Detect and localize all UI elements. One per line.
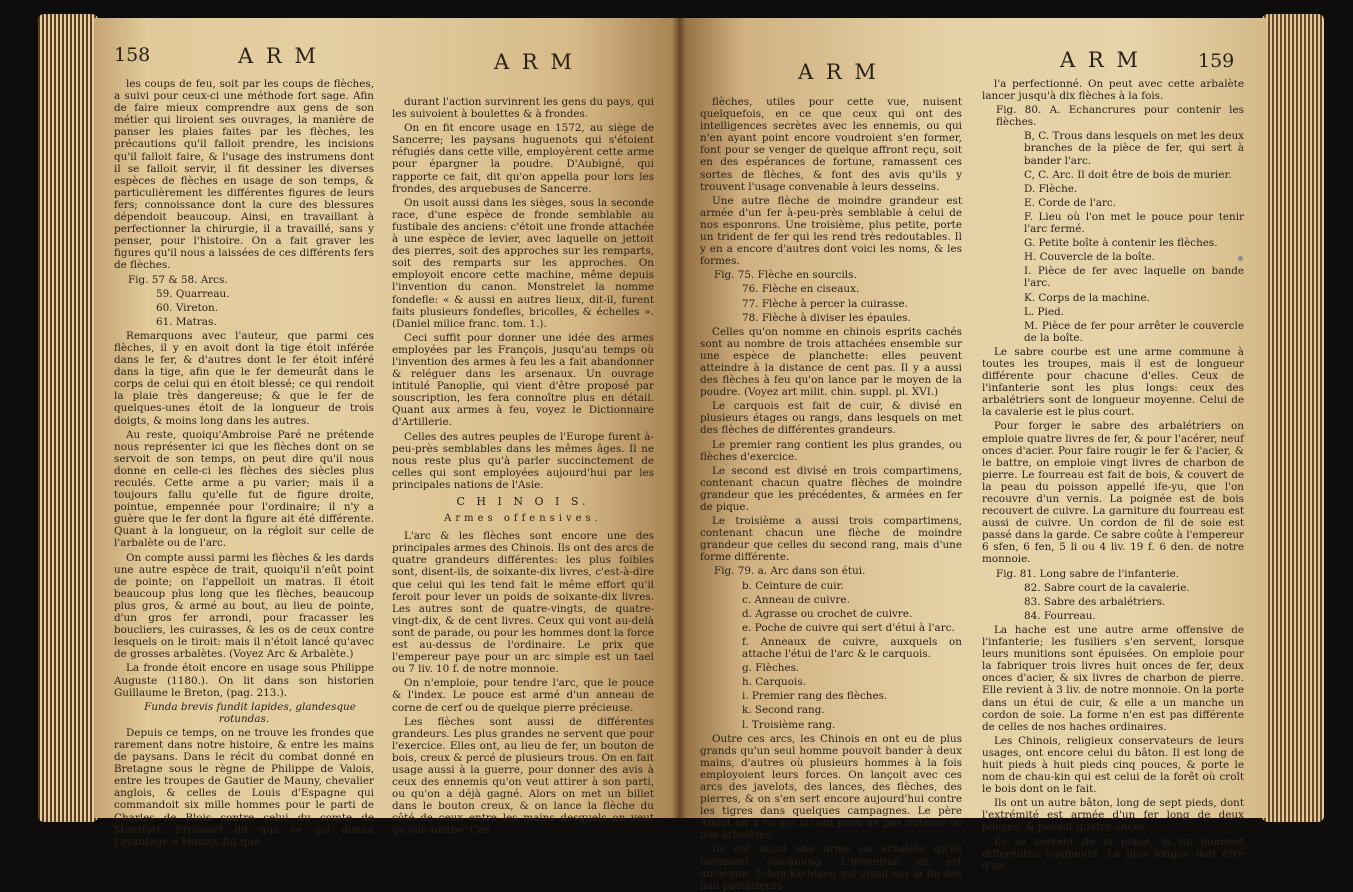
right-page-column-1 — [700, 96, 962, 892]
paragraph: Une autre flèche de moindre grandeur est armée d'un fer à-peu-près semblable à celui de nos esponrons. Une troisième, plus petite, porte un trident de fer qui les rend très redoutables. Il y en a encore d'autres dont voici les noms, & les formes. — [700, 194, 962, 268]
figure-caption: Fig. 79. a. Arc dans son étui. — [714, 565, 866, 578]
left-page-column-1 — [114, 78, 374, 848]
section-heading: C H I N O I S. — [456, 495, 590, 508]
figure-caption: 82. Sabre court de la cavalerie. — [1024, 581, 1190, 594]
paragraph: L'arc & les flèches sont encore une des principales armes des Chinois. Ils ont des arcs de quatre grandeurs différentes: les plus foibles sont, disent-ils, de soixante-dix livres, c'est-à-dire que celui qui les tend fait le même effort qu'il feroit pour lever un poids de soixante-dix livres. Les autres sont de quatre-vingts, de quatre-vingt-dix, & de cent livres. Ceux qui vont au-delà sont de parade, ou pour les hommes dont la force est au-dessus de l'ordinaire. Le prix que l'empereur paye pour un arc simple est un tael ou 7 liv. 10 f. de notre monnoie. — [392, 530, 654, 676]
paragraph: Celles qu'on nomme en chinois esprits cachés sont au nombre de trois attachées ensemble sur une espèce de planchette: elles peuvent atteindre à la distance de cent pas. Il y a aussi des flèches à feu qu'on lance par le moyen de la poudre. (Voyez art milit. chin. suppl. pl. XVI.) — [700, 325, 962, 399]
figure-caption: 76. Flèche en ciseaux. — [742, 283, 860, 296]
right-page-header-left: A R M — [798, 60, 879, 84]
figure-caption: b. Ceinture de cuir. — [742, 579, 844, 592]
paragraph: La fronde étoit encore en usage sous Philippe Auguste (1180.). On lit dans son historien Guillaume le Breton, (pag. 213.). — [114, 662, 374, 699]
figure-caption: Fig. 75. Flèche en sourcils. — [714, 269, 857, 282]
paragraph: Outre ces arcs, les Chinois en ont eu de plus grands qu'un seul homme pouvoit bander à deux mains, d'autres où plusieurs hommes à la fois employoient leurs forces. On lançoit avec ces arcs des javelots, des lances, des flèches, des pierres, & on s'en sert encore aujourd'hui contre les tigres dans quelques campagnes. Le père Amiot en a vu qui lui ont paru ne pas différer de nos arbalètes. — [700, 732, 962, 842]
left-page-edges — [38, 14, 98, 822]
pin-mark — [1238, 256, 1243, 261]
paragraph: Le troisième a aussi trois compartimens, contenant chacun une flèche de moindre grandeur que celles du second rang, mais d'une forme différente. — [700, 515, 962, 564]
paragraph: On en fit encore usage en 1572, au siège de Sancerre; les paysans huguenots qui s'étoient réfugiés dans cette ville, employèrent cette arme pour épargner la poudre. D'Aubigné, qui rapporte ce fait, dit qu'on appella pour lors les frondes, des arquebuses de Sancerre. — [392, 122, 654, 195]
paragraph: Ceci suffit pour donner une idée des armes employées par les François, jusqu'au temps où l'invention des armes à feu les a fait abandonner & reléguer dans les arsenaux. Un ouvrage intitulé Panoplie, qui vient d'être proposé par souscription, les fera connoître plus en détail. Quant aux armes à feu, voyez le Dictionnaire d'Artillerie. — [392, 331, 654, 429]
figure-caption: 61. Matras. — [156, 315, 217, 328]
figure-caption: B, C. Trous dans lesquels on met les deux branches de la pièce de fer, qui sert à bander l'arc. — [1024, 130, 1244, 167]
left-page-column-2 — [392, 96, 654, 837]
paragraph: Les Chinois, religieux conservateurs de leurs usages, ont encore celui du bâton. Il est long de huit pieds à huit pieds cinq pouces, & porte le nom de chau-kin qui est celui de la forêt où croît le bois dont on le fait. — [982, 734, 1244, 796]
figure-caption: Fig. 81. Long sabre de l'infanterie. — [996, 567, 1180, 580]
paragraph: durant l'action survinrent les gens du pays, qui les suivoient à boulettes & à frondes. — [392, 96, 654, 121]
left-page-header-right: A R M — [494, 50, 575, 74]
paragraph: Ils se servent de la pique, & lui donnent différentes longueurs. La plus longue doit être d'un — [982, 835, 1244, 872]
figure-caption: g. Flèches. — [742, 662, 800, 675]
right-page-number: 159 — [1198, 50, 1235, 72]
figure-caption: e. Poche de cuivre qui sert d'étui à l'arc. — [742, 621, 955, 634]
figure-caption: f. Anneaux de cuivre, auxquels on attache l'étui de l'arc & le carquois. — [742, 635, 962, 661]
paragraph: Celles des autres peuples de l'Europe furent à-peu-près semblables dans les mêmes âges. Il ne nous reste plus qu'à parler succinctement de celles qui sont employées aujourd'hui par les principales nations de l'Asie. — [392, 430, 654, 491]
figure-caption: 77. Flèche à percer la cuirasse. — [742, 297, 908, 310]
paragraph: Le sabre courbe est une arme commune à toutes les troupes, mais il est de longueur différente pour chacune d'elles. Ceux de l'infanterie sont les plus longs: ceux des arbalétriers sont de longueur moyenne. Celui de la cavalerie est le plus court. — [982, 345, 1244, 419]
paragraph: On compte aussi parmi les flèches & les dards une autre espèce de trait, quoiqu'il n'eût point de pointe; on l'appelloit un matras. Il étoit beaucoup plus long que les flèches, beaucoup plus gros, & armé au bout, au lieu de pointe, d'un gros fer arrondi, pour fracasser les boucliers, les cuirasses, & les os de ceux contre lesquels on le tiroit: mais il n'étoit lancé qu'avec de grosses arbalètes. (Voyez Arc & Arbalète.) — [114, 551, 374, 661]
right-page-column-2 — [982, 78, 1244, 872]
figure-caption: L. Pied. — [1024, 305, 1064, 318]
paragraph: Le carquois est fait de cuir, & divisé en plusieurs étages ou rangs, dans lesquels on met des flèches de différentes grandeurs. — [700, 400, 962, 437]
paragraph: On usoit aussi dans les sièges, sous la seconde race, d'une espèce de fronde semblable au fustibale des anciens: c'étoit une fronde attachée à une espèce de levier, avec laquelle on jettoit des pierres, soit des approches sur les remparts, soit des remparts sur les approches. On employoit encore cette machine, même depuis l'invention du canon. Monstrelet la nomme fondefle: « & aussi en autres lieux, dit-il, furent faits plusieurs fondefles, bricolles, & échelles ». (Daniel milice franc. tom. 1.). — [392, 196, 654, 330]
figure-caption: 59. Quarreau. — [156, 287, 230, 300]
paragraph: l'a perfectionné. On peut avec cette arbalète lancer jusqu'à dix flèches à la fois. — [982, 78, 1244, 103]
figure-caption: I. Pièce de fer avec laquelle on bande l'arc. — [1024, 265, 1244, 290]
right-page-header: A R M — [1060, 48, 1141, 72]
figure-caption: k. Second rang. — [742, 704, 825, 717]
latin-quote: Funda brevis fundit lapides, glandesque rotundas. — [144, 700, 356, 725]
left-page-number: 158 — [114, 44, 151, 66]
book-gutter — [672, 18, 686, 818]
figure-caption: E. Corde de l'arc. — [1024, 196, 1117, 209]
figure-caption: 84. Fourreau. — [1024, 609, 1096, 622]
figure-caption: c. Anneau de cuivre. — [742, 593, 850, 606]
figure-caption: 60. Vireton. — [156, 301, 219, 314]
paragraph: Depuis ce temps, on ne trouve les frondes que rarement dans notre histoire, & entre les mains de paysans. Dans le récit du combat donné en Bretagne sous le règne de Philippe de Valois, entre les troupes de Gautier de Mauny, chevalier anglois, & celles de Louis d'Espagne qui commandoit six mille hommes pour le parti de Charles de Blois contre celui du comte de Montfort, Froissart dit que ce qui donna l'avantage à Mauny, fut que — [114, 726, 374, 848]
figure-caption: i. Premier rang des flèches. — [742, 690, 888, 703]
paragraph: Ils ont un autre bâton, long de sept pieds, dont l'extrémité est armée d'un fer long de deux pouces, & pesant quatre onces. — [982, 797, 1244, 834]
paragraph: Les flèches sont aussi de différentes grandeurs. Les plus grandes ne servent que pour l'exercice. Elles ont, au lieu de fer, un bouton de bois, creux & percé de plusieurs trous. On en fait usage aussi à la guerre, pour donner des avis à ceux des ennemis qu'on veut attirer à son parti, ou qu'on a déjà gagné. Alors on met un billet dans le bouton creux, & on lance la flèche du côté de ceux entre les mains desquels on veut qu'elle tombe. Ces — [392, 715, 654, 837]
right-page-edges — [1262, 14, 1324, 822]
figure-caption: H. Couvercle de la boîte. — [1024, 251, 1155, 264]
figure-caption: F. Lieu où l'on met le pouce pour tenir l'arc fermé. — [1024, 210, 1244, 236]
figure-caption: K. Corps de la machine. — [1024, 291, 1150, 304]
figure-caption: Fig. 80. A. Echancrures pour contenir les flèches. — [996, 104, 1244, 129]
figure-caption: C, C. Arc. Il doit être de bois de murier. — [1024, 168, 1232, 181]
figure-caption: 83. Sabre des arbalétriers. — [1024, 595, 1166, 608]
subsection-heading: Armes offensives. — [444, 513, 602, 525]
paragraph: les coups de feu, soit par les coups de flèches, a suivi pour ceux-ci une méthode fort sage. Afin de faire mieux comprendre aux gens de son métier qui liroient ses ouvrages, la manière de panser les plaies faites par les flèches, les précautions qu'il falloit prendre, les incisions qu'il falloit faire, & l'usage des instrumens dont il se falloit servir, il fit dessiner les diverses espèces de flèches en usage de son temps, & particulièrement les différentes figures de leurs fers; connoissance dont la cure des blessures dépendoit beaucoup. Ainsi, en travaillant à perfectionner la chirurgie, il a travaillé, sans y penser, pour l'histoire. On a fait graver les figures qu'il nous a laissées de ces différents fers de flèches. — [114, 78, 374, 272]
figure-caption: l. Troisième rang. — [742, 718, 836, 731]
paragraph: La hache est une autre arme offensive de l'infanterie; les fusiliers s'en servent, lorsque leurs munitions sont épuisées. On emploie pour la fabriquer trois livres huit onces de fer, deux onces d'acier, & six livres de charbon de pierre. Elle revient à 3 liv. de notre monnoie. On la porte dans un étui de cuir, & elle a un manche un cordon de soie. La forme n'en est pas différente de celles de nos haches ordinaires. — [982, 623, 1244, 733]
figure-caption: d. Agrasse ou crochet de cuivre. — [742, 607, 913, 620]
figure-caption: D. Flèche. — [1024, 182, 1078, 195]
paragraph: Pour forger le sabre des arbalétriers on emploie quatre livres de fer, & pour l'acérer, neuf onces d'acier. Pour faire rougir le fer & l'acier, & le battre, on emploie vingt livres de charbon de pierre. Le fourreau est fait de bois, & couvert de la peau du poisson appellé ife-yu, que l'on recouvre d'un vernis. La poignée est de bois recouvert de cuivre. La garniture du fourreau est aussi de cuivre. Un cordon de fil de soie est passé dans la garde. Ce sabre coûte à l'empereur 6 sfen, 6 fen, 5 li ou 4 liv. 19 f. 6 den. de notre monnoie. — [982, 420, 1244, 566]
figure-caption: 78. Flèche à diviser les épaules. — [742, 311, 911, 324]
paragraph: Ils ont aussi une arme ou arbalète qu'ils nomment son-koung. L'invention en est ancienne. Tchou-Ko-leang qui vivoit sur la fin des han postérieurs — [700, 843, 962, 892]
figure-caption: Fig. 57 & 58. Arcs. — [128, 273, 228, 286]
paragraph: Le second est divisé en trois compartimens, contenant chacun quatre flèches de moindre grandeur que les précédentes, & armées en fer de pique. — [700, 464, 962, 513]
figure-caption: h. Carquois. — [742, 676, 806, 689]
paragraph: Remarquons avec l'auteur, que parmi ces flèches, il y en avoit dont la tige étoit inférée dans le fer, & d'autres dont le fer étoit inféré dans la tige, afin que le fer demeurât dans le corps de celui qui en étoit blessé; ce qui rendoit la plaie très dangereuse; & que le fer de quelques-unes étoit de la longueur de trois doigts, & moins long dans les autres. — [114, 329, 374, 427]
paragraph: flèches, utiles pour cette vue, nuisent quelquefois, en ce que ceux qui ont des intelligences secrètes avec les ennemis, ou qui n'en ayant point encore voudroient s'en former, font pour se venger de quelque affront reçu, soit en des espérances de fortune, ramassent ces sortes de flèches, & font des avis qu'ils y trouvent l'usage convenable à leurs desseins. — [700, 96, 962, 193]
paragraph: Au reste, quoiqu'Ambroise Paré ne prétende nous représenter ici que les flèches dont on se servoit de son temps, on peut dire qu'il nous donne en celle-ci les flèches des siècles plus reculés. Cette arme a pu varier; mais il a toujours fallu qu'elle fut de figure droite, pointue, empennée pour l'ordinaire; il n'y a guère que le fer dont la figure ait été différente. Quant à la longueur, on la régloit sur celle de l'arbalète ou de l'arc. — [114, 428, 374, 550]
figure-caption: M. Pièce de fer pour arrêter le couvercle de la boîte. — [1024, 319, 1244, 344]
figure-caption: G. Petite boîte à contenir les flèches. — [1024, 237, 1218, 250]
left-page-header: A R M — [238, 44, 319, 68]
paragraph: Le premier rang contient les plus grandes, ou flèches d'exercice. — [700, 438, 962, 463]
paragraph: On n'emploie, pour tendre l'arc, que le pouce & l'index. Le pouce est armé d'un anneau de corne de cerf ou de quelque pierre précieuse. — [392, 677, 654, 714]
